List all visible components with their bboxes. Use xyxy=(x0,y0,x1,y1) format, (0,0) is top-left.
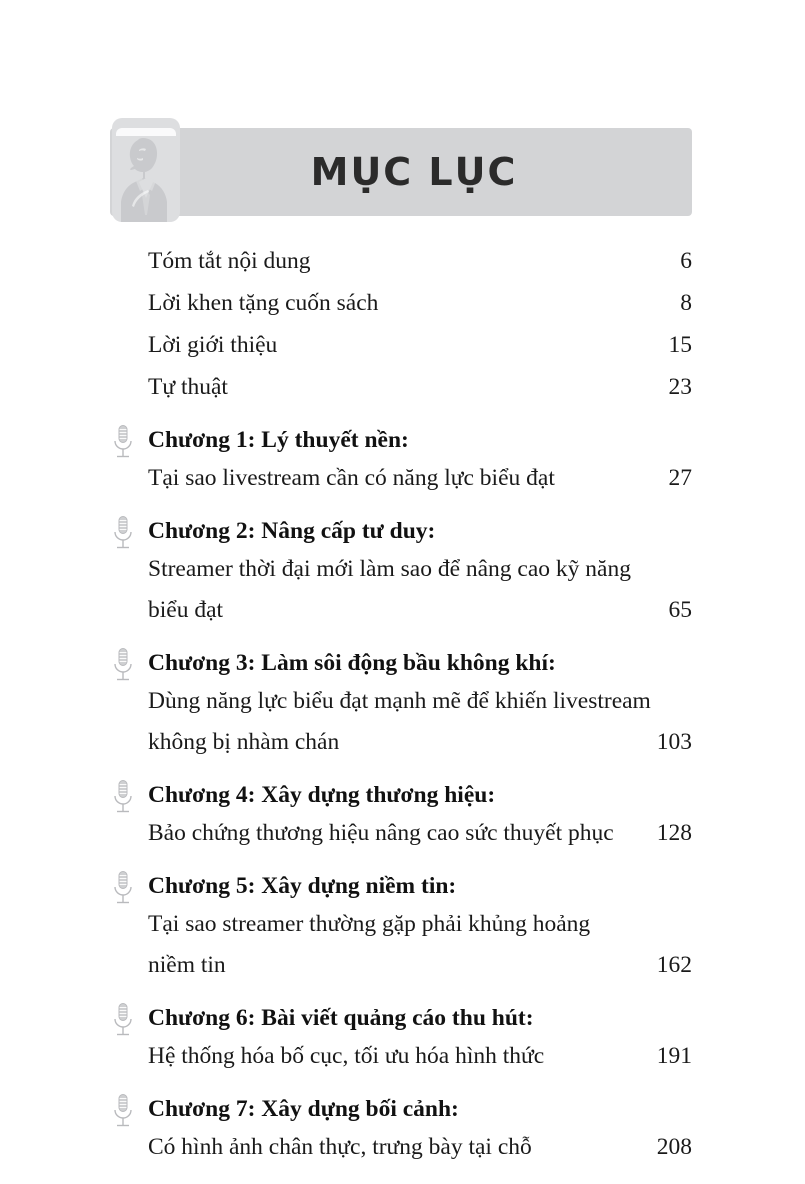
toc-entry-line xyxy=(148,904,692,945)
toc-entry-line xyxy=(148,722,692,763)
toc-chapter[interactable] xyxy=(110,422,692,499)
microphone-icon xyxy=(110,870,136,906)
table-of-contents xyxy=(110,240,692,1168)
toc-entry-line xyxy=(148,813,692,854)
front-matter-list xyxy=(110,240,692,408)
toc-entry-line xyxy=(148,549,692,590)
toc-chapter[interactable] xyxy=(110,513,692,631)
microphone-icon xyxy=(110,1002,136,1038)
chapter-subtitle xyxy=(148,1036,692,1077)
toc-entry-page: 6 xyxy=(680,248,692,274)
chapter-subtitle xyxy=(148,904,692,986)
chapter-subtitle xyxy=(148,549,692,631)
toc-entry-label: Tại sao streamer thường gặp phải khủng hoảng xyxy=(148,911,591,937)
toc-entry-page: 23 xyxy=(668,374,692,400)
microphone-icon xyxy=(110,1093,136,1129)
toc-entry[interactable] xyxy=(110,282,692,324)
dot-leader xyxy=(228,371,669,395)
toc-entry-line xyxy=(148,590,692,631)
dot-leader xyxy=(223,594,668,618)
dot-leader xyxy=(378,287,680,311)
toc-chapter[interactable] xyxy=(110,1091,692,1168)
microphone-icon xyxy=(110,515,136,551)
dot-leader xyxy=(277,329,668,353)
page-header xyxy=(110,128,692,216)
toc-entry-page: 208 xyxy=(656,1134,692,1160)
toc-entry[interactable] xyxy=(110,324,692,366)
chapter-subtitle xyxy=(148,681,692,763)
chapter-title: Chương 2: Nâng cấp tư duy: xyxy=(148,518,436,544)
chapter-title: Chương 1: Lý thuyết nền: xyxy=(148,427,409,453)
chapter-title: Chương 4: Xây dựng thương hiệu: xyxy=(148,782,496,808)
toc-entry-line xyxy=(148,1036,692,1077)
microphone-icon xyxy=(110,647,136,683)
dot-leader xyxy=(339,726,657,750)
dot-leader xyxy=(532,1131,657,1155)
toc-entry-page: 27 xyxy=(668,465,692,491)
toc-entry-label: Tóm tắt nội dung xyxy=(148,248,311,274)
page-title: MỤC LỤC xyxy=(310,150,518,194)
dot-leader xyxy=(226,949,657,973)
toc-entry[interactable] xyxy=(110,240,692,282)
toc-entry-line xyxy=(148,945,692,986)
toc-entry-page: 162 xyxy=(656,952,692,978)
chapter-subtitle xyxy=(148,813,692,854)
toc-entry-label: niềm tin xyxy=(148,952,226,978)
toc-entry-page: 103 xyxy=(656,729,692,755)
toc-entry-page: 191 xyxy=(656,1043,692,1069)
dot-leader xyxy=(555,462,669,486)
toc-chapter[interactable] xyxy=(110,777,692,854)
toc-entry-label: Streamer thời đại mới làm sao để nâng cao kỹ năng xyxy=(148,556,631,582)
chapter-subtitle xyxy=(148,1127,692,1168)
dot-leader xyxy=(614,817,657,841)
microphone-icon xyxy=(110,779,136,815)
chapter-title: Chương 7: Xây dựng bối cảnh: xyxy=(148,1096,459,1122)
dot-leader xyxy=(311,245,681,269)
toc-entry-label: Dùng năng lực biểu đạt mạnh mẽ để khiến livestream xyxy=(148,688,651,714)
toc-chapter[interactable] xyxy=(110,868,692,986)
toc-entry-label: Lời khen tặng cuốn sách xyxy=(148,290,379,316)
person-portrait-icon xyxy=(112,118,180,222)
toc-entry-label: biểu đạt xyxy=(148,597,224,623)
toc-entry-label: Tự thuật xyxy=(148,374,228,400)
toc-entry-page: 8 xyxy=(680,290,692,316)
toc-entry-label: Tại sao livestream cần có năng lực biểu đạt xyxy=(148,465,555,491)
toc-entry[interactable] xyxy=(110,366,692,408)
toc-entry-label: Có hình ảnh chân thực, trưng bày tại chỗ xyxy=(148,1134,532,1160)
toc-entry-line xyxy=(148,681,692,722)
toc-chapter[interactable] xyxy=(110,1000,692,1077)
portrait-emblem xyxy=(112,118,180,222)
microphone-icon xyxy=(110,424,136,460)
chapter-subtitle xyxy=(148,458,692,499)
chapter-title: Chương 3: Làm sôi động bầu không khí: xyxy=(148,650,556,676)
chapter-title: Chương 5: Xây dựng niềm tin: xyxy=(148,873,457,899)
chapter-title: Chương 6: Bài viết quảng cáo thu hút: xyxy=(148,1005,534,1031)
dot-leader xyxy=(544,1040,657,1064)
toc-chapter[interactable] xyxy=(110,645,692,763)
toc-entry-line xyxy=(148,1127,692,1168)
toc-entry-label: Lời giới thiệu xyxy=(148,332,278,358)
toc-entry-line xyxy=(148,458,692,499)
toc-entry-page: 128 xyxy=(656,820,692,846)
toc-entry-label: Bảo chứng thương hiệu nâng cao sức thuyết phục xyxy=(148,820,614,846)
toc-entry-page: 15 xyxy=(668,332,692,358)
toc-entry-page: 65 xyxy=(668,597,692,623)
toc-entry-label: không bị nhàm chán xyxy=(148,729,340,755)
toc-entry-label: Hệ thống hóa bố cục, tối ưu hóa hình thức xyxy=(148,1043,545,1069)
